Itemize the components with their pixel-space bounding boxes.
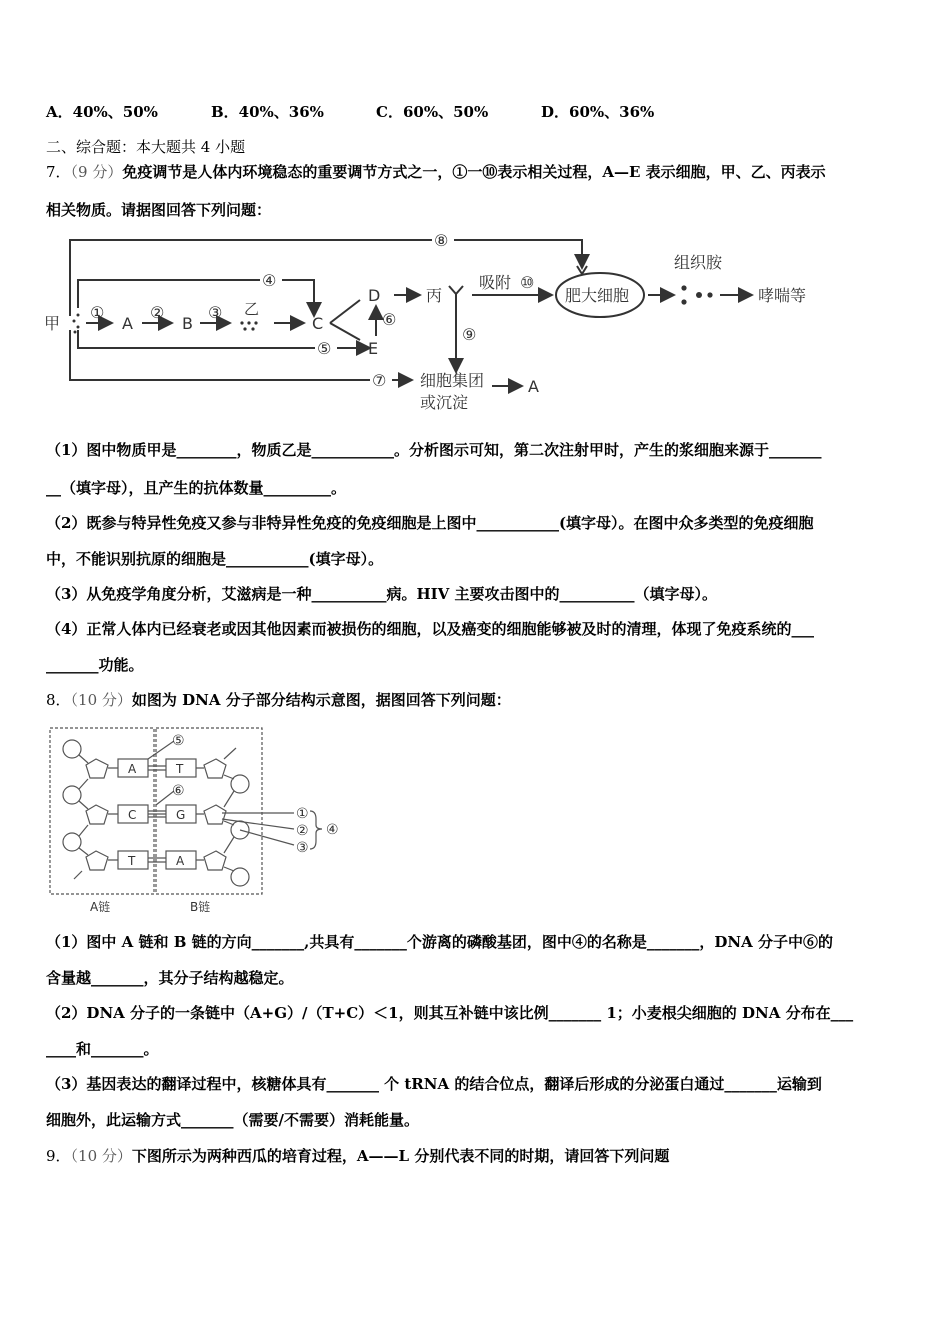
mark-5: ⑤ bbox=[172, 733, 185, 749]
step-5: ⑤ bbox=[317, 339, 332, 358]
q9-stem-text: 下图所示为两种西瓜的培育过程，A——L 分别代表不同的时期，请回答下列问题 bbox=[131, 1147, 670, 1165]
q7-sub4-line1: （4）正常人体内已经衰老或因其他因素而被损伤的细胞，以及癌变的细胞能够被及时的清理，体现了免疫系统的___ bbox=[46, 620, 814, 638]
step-6: ⑥ bbox=[382, 310, 397, 329]
immune-diagram bbox=[42, 228, 842, 418]
cell-d: D bbox=[368, 286, 381, 305]
label-mast-cell: 肥大细胞 bbox=[565, 286, 630, 305]
mark-6: ⑥ bbox=[172, 783, 185, 799]
q7-number: 7． bbox=[46, 163, 71, 181]
base-right-2: G bbox=[176, 808, 186, 822]
step-8: ⑧ bbox=[434, 231, 449, 250]
q8-sub3-line2: 细胞外，此运输方式_______（需要/不需要）消耗能量。 bbox=[46, 1111, 419, 1129]
label-asthma: 哮喘等 bbox=[758, 286, 807, 305]
label-cluster-1: 细胞集团 bbox=[420, 371, 485, 390]
choice-a: A．40%、50% bbox=[46, 103, 158, 121]
step-4: ④ bbox=[262, 271, 277, 290]
base-left-1: A bbox=[128, 762, 137, 776]
q8-stem-text: 如图为 DNA 分子部分结构示意图，据图回答下列问题： bbox=[131, 691, 511, 709]
q9-number: 9． bbox=[46, 1147, 71, 1165]
label-adsorb: 吸附 bbox=[479, 273, 512, 292]
step-7: ⑦ bbox=[372, 371, 387, 390]
label-chain-a: A链 bbox=[90, 900, 111, 914]
q8-score: （10 分） bbox=[70, 691, 132, 709]
base-right-3: A bbox=[176, 854, 185, 868]
mark-2: ② bbox=[296, 823, 309, 839]
base-left-2: C bbox=[128, 808, 137, 822]
q8-sub1-line2: 含量越_______，其分子结构越稳定。 bbox=[46, 969, 294, 987]
cell-e: E bbox=[368, 339, 379, 358]
label-jia: 甲 bbox=[44, 314, 61, 333]
mark-4: ④ bbox=[326, 822, 339, 838]
mark-3: ③ bbox=[296, 840, 309, 856]
base-left-3: T bbox=[128, 854, 136, 868]
q7-stem-cont: 相关物质。请据图回答下列问题： bbox=[46, 201, 272, 219]
q7-score: （9 分） bbox=[70, 163, 123, 181]
q8-sub2-line2: ____和_______。 bbox=[46, 1040, 159, 1058]
base-right-1: T bbox=[176, 762, 184, 776]
q7-sub2-line1: （2）既参与特异性免疫又参与非特异性免疫的免疫细胞是上图中___________(填字母）。在图中众多类型的免疫细胞 bbox=[46, 514, 814, 532]
q9-stem bbox=[46, 1146, 669, 1166]
step-1: ① bbox=[90, 303, 105, 322]
step-2: ② bbox=[150, 303, 165, 322]
q7-stem-text: 免疫调节是人体内环境稳态的重要调节方式之一，①一⑩表示相关过程，A—E 表示细胞，甲、乙、丙表示 bbox=[122, 163, 826, 181]
q8-sub3-line1: （3）基因表达的翻译过程中，核糖体具有_______ 个 tRNA 的结合位点，翻译后形成的分泌蛋白通过_______运输到 bbox=[46, 1075, 822, 1093]
label-yi: 乙 bbox=[244, 300, 260, 318]
q8-sub1-line1: （1）图中 A 链和 B 链的方向_______,共具有_______个游离的磷酸基团，图中④的名称是_______，DNA 分子中⑥的 bbox=[46, 933, 833, 951]
label-bing: 丙 bbox=[426, 286, 443, 305]
label-histamine: 组织胺 bbox=[674, 253, 723, 272]
step-9: ⑨ bbox=[462, 325, 477, 344]
q7-sub2-line2: 中，不能识别抗原的细胞是___________(填字母）。 bbox=[46, 550, 384, 568]
cell-c: C bbox=[312, 314, 324, 333]
choice-c: C．60%、50% bbox=[376, 103, 489, 121]
step-10: ⑩ bbox=[520, 273, 535, 292]
cell-a: A bbox=[122, 314, 133, 333]
label-chain-b: B链 bbox=[190, 900, 211, 914]
q7-sub3: （3）从免疫学角度分析，艾滋病是一种__________病。HIV 主要攻击图中的__________（填字母）。 bbox=[46, 585, 717, 603]
q8-stem bbox=[46, 690, 511, 710]
answer-choices bbox=[46, 102, 654, 122]
label-cluster-2: 或沉淀 bbox=[420, 393, 469, 412]
label-final-a: A bbox=[528, 377, 539, 396]
q7-sub1-line1: （1）图中物质甲是________，物质乙是___________。分析图示可知，第二次注射甲时，产生的浆细胞来源于_______ bbox=[46, 441, 822, 459]
q8-number: 8． bbox=[46, 691, 71, 709]
q7-sub4-line2: _______功能。 bbox=[46, 656, 144, 674]
mark-1: ① bbox=[296, 806, 309, 822]
cell-b: B bbox=[182, 314, 193, 333]
dna-diagram bbox=[46, 723, 356, 918]
q8-sub2-line1: （2）DNA 分子的一条链中（A+G）/（T+C）＜1，则其互补链中该比例_______ 1；小麦根尖细胞的 DNA 分布在___ bbox=[46, 1004, 854, 1022]
choice-d: D．60%、36% bbox=[541, 103, 655, 121]
q7-sub1-line2: __（填字母），且产生的抗体数量_________。 bbox=[46, 479, 347, 497]
q9-score: （10 分） bbox=[70, 1147, 132, 1165]
q7-stem bbox=[46, 162, 826, 182]
choice-b: B．40%、36% bbox=[211, 103, 324, 121]
section-heading: 二、综合题：本大题共 4 小题 bbox=[46, 138, 246, 156]
step-3: ③ bbox=[208, 303, 223, 322]
